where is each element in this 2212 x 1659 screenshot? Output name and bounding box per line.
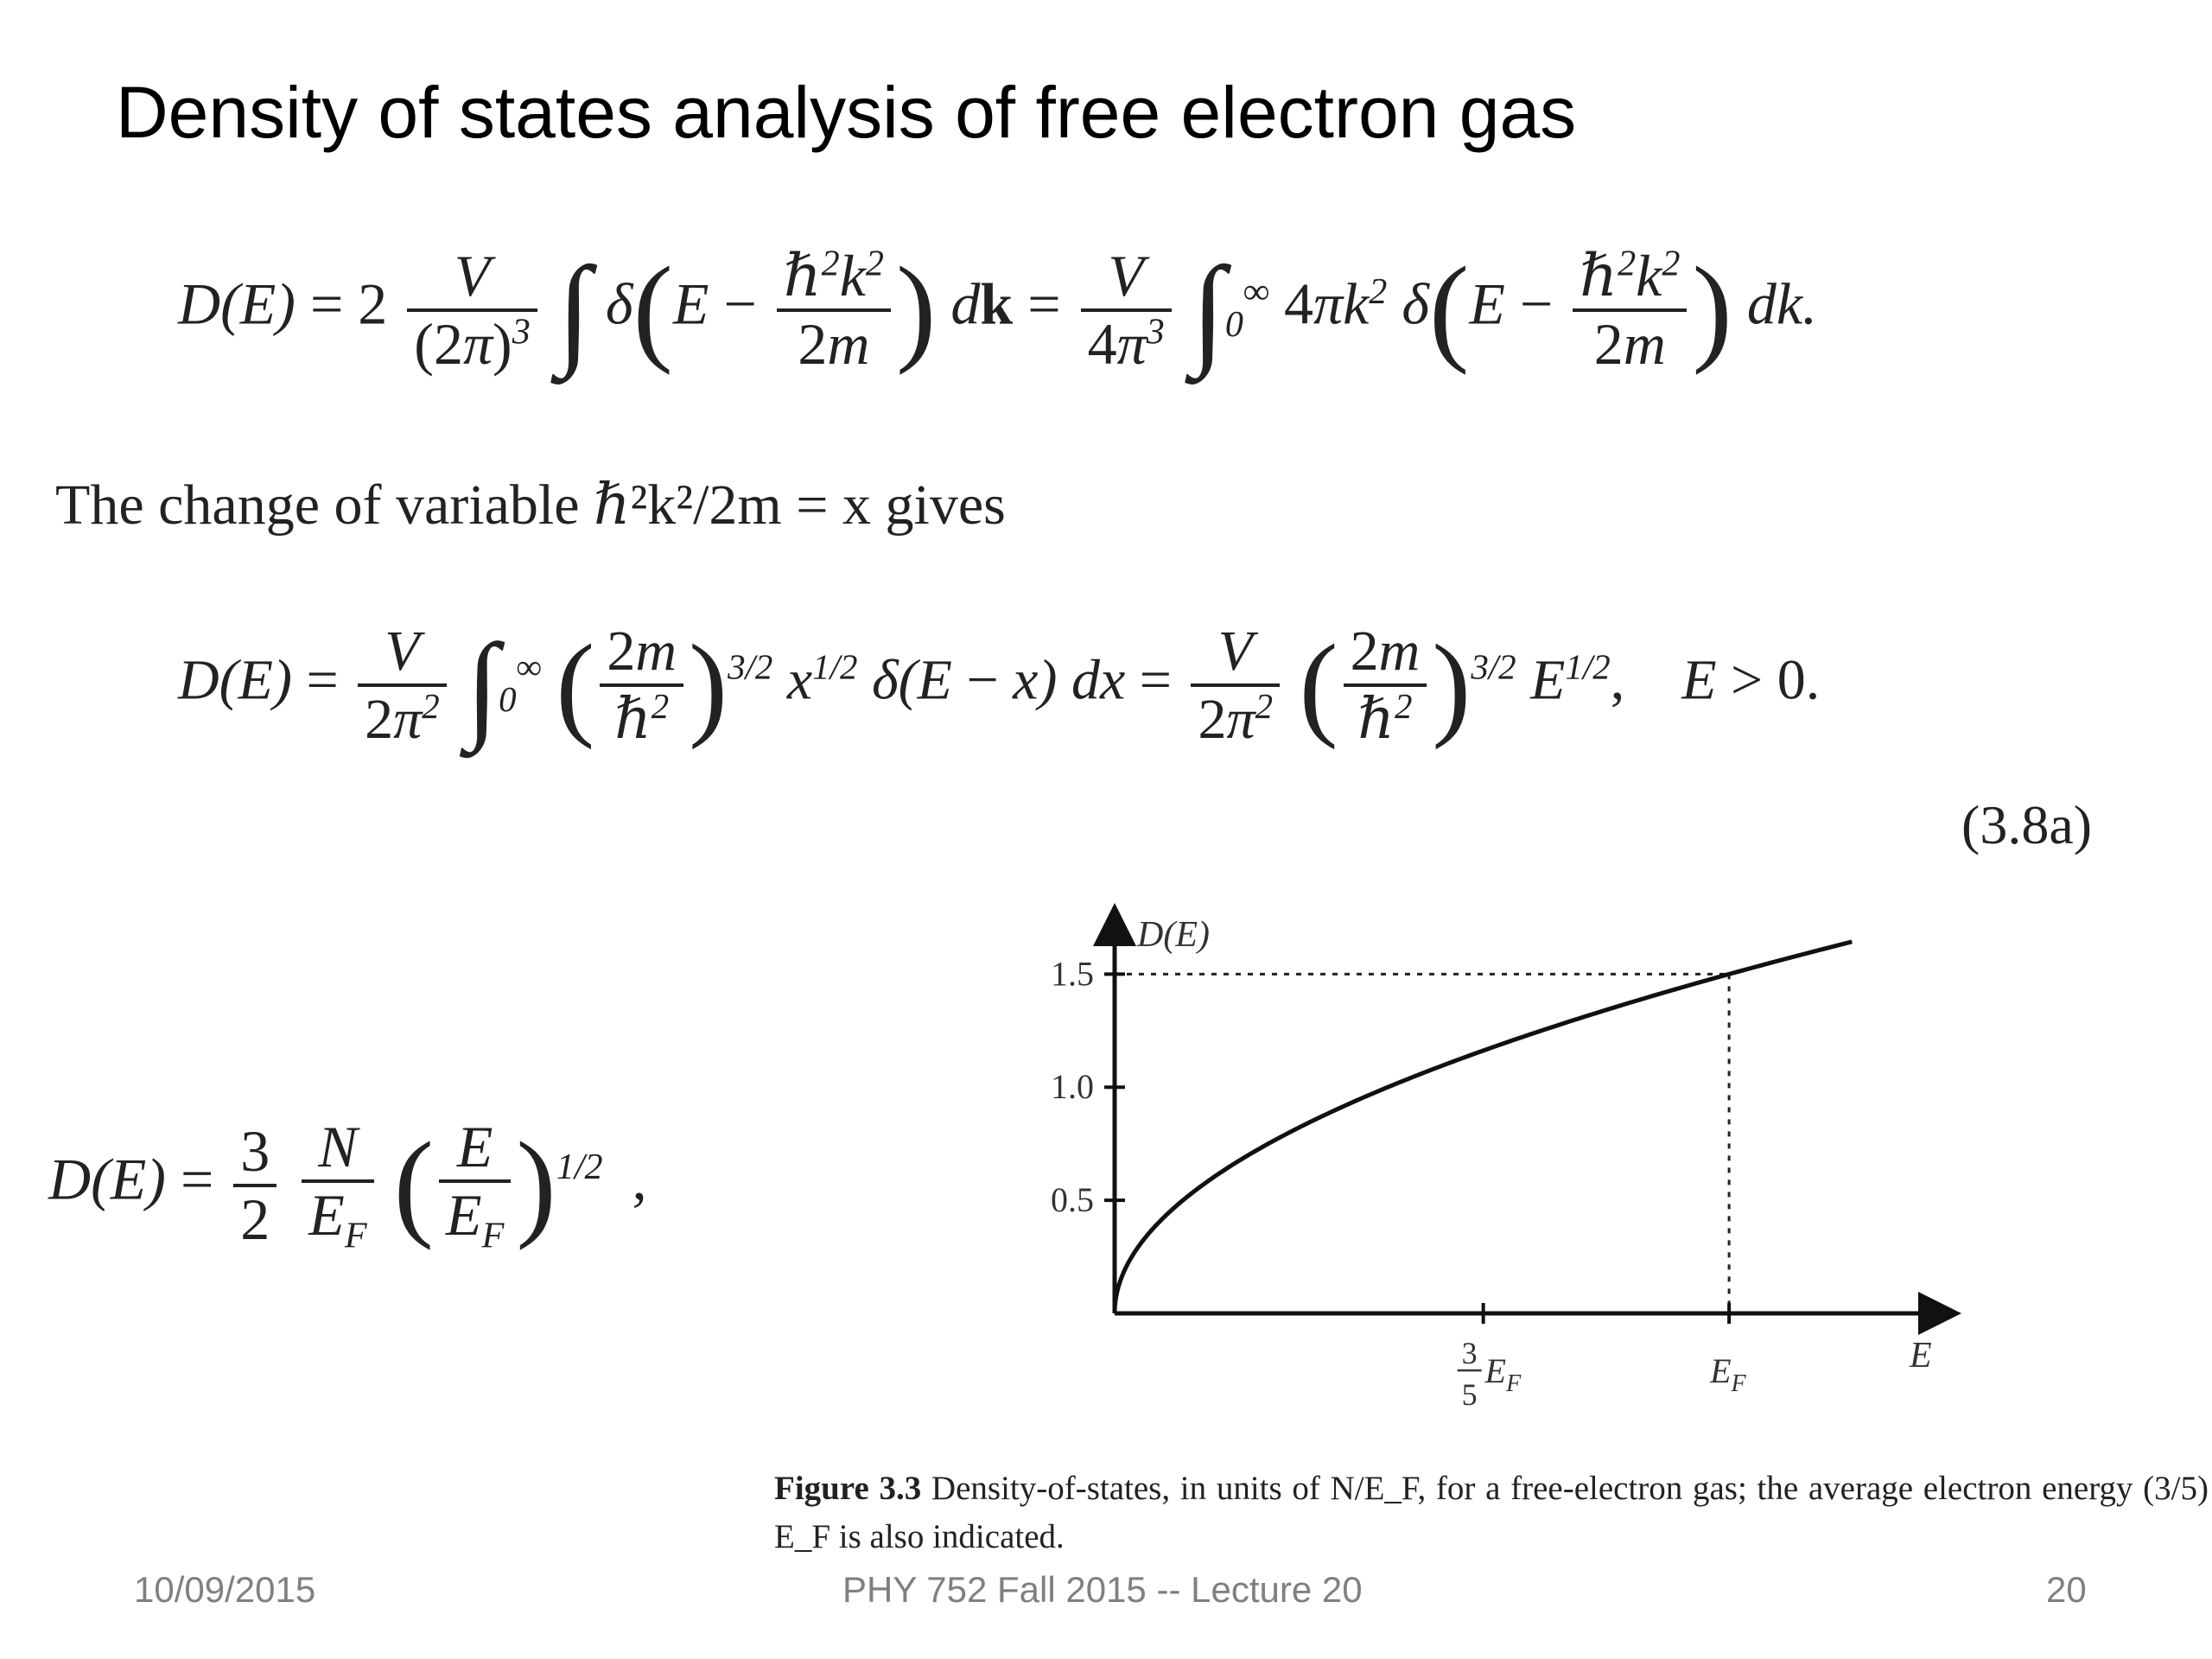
x-tick-label-num: 3 <box>1461 1336 1478 1370</box>
y-tick-label: 1.5 <box>1051 954 1094 994</box>
dos-curve <box>1115 942 1852 1313</box>
y-axis-label: D(E) <box>1137 915 1210 955</box>
equation-2: D(E) = $\frac{V}{2\pi^2}$ $\int_0^\infty$ ( $\frac{2m}{\hbar^2}$ )$^{3/2}$ $x^{1/2}$ δ(E − x) dx = $\frac{V}{2\pi^2}$ ( $\frac{2m}{\hbar^2}$ )$^{3/2}$ $E^{1/2}$, E > 0. <box>178 619 1821 753</box>
figure-caption <box>774 1465 2209 1561</box>
dos-chart <box>994 890 1970 1443</box>
x-tick-label-ef-main: $E_F$ <box>1710 1351 1746 1397</box>
equation-1: D(E) = 2 $\frac{V}{(2\pi)^3}$ ∫ δ(E − $\frac{\hbar^2k^2}{2m}$ ) dk = $\frac{V}{4\pi^3}$ $\int_0^\infty$ $4\pi k^2$ δ(E − $\frac{\hbar^2k^2}{2m}$ ) dk. <box>178 241 1818 378</box>
footer-date: 10/09/2015 <box>134 1569 316 1610</box>
y-tick-label: 1.0 <box>1051 1067 1094 1107</box>
change-of-variable-text: The change of variable ℏ²k²/2m = x gives <box>55 474 1006 537</box>
caption-text: Density-of-states, in units of N/E_F, for a free-electron gas; the average electron energy (3/5) E_F is also indicated. <box>774 1470 2209 1555</box>
x-axis-label: E <box>1910 1336 1932 1376</box>
x-tick-label-ef: $E_F$ <box>1484 1351 1522 1397</box>
x-tick-label-den: 5 <box>1461 1377 1478 1412</box>
caption-label: Figure 3.3 <box>774 1470 922 1507</box>
y-tick-label: 0.5 <box>1051 1180 1094 1220</box>
equation-3: D(E) = $\frac{3}{2}$ $\frac{N}{E_F}$ ( $\frac{E}{E_F}$ )$^{1/2}$ , <box>48 1114 647 1256</box>
slide-title: Density of states analysis of free electron gas <box>116 72 1577 153</box>
equation-number: (3.8a) <box>1961 794 2093 855</box>
footer-page: 20 <box>2046 1569 2087 1610</box>
footer-course: PHY 752 Fall 2015 -- Lecture 20 <box>842 1569 1363 1610</box>
